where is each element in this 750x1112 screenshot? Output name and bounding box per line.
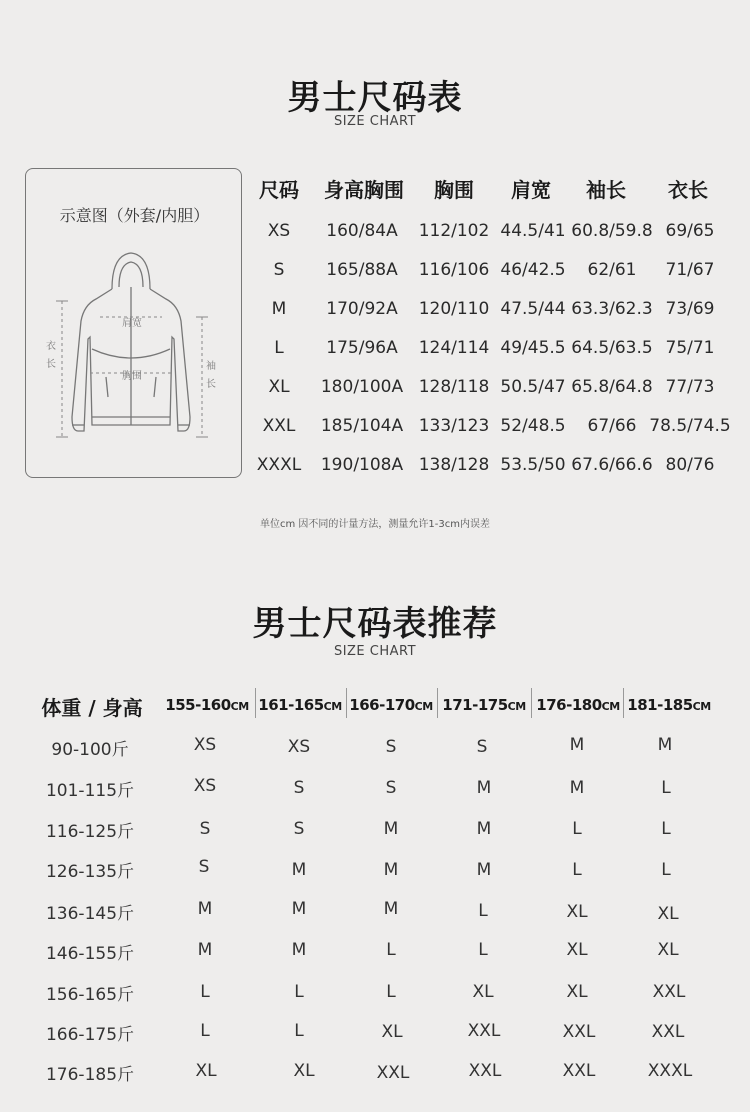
table-cell: 160/84A [326, 221, 398, 241]
length-label-2: 长 [46, 359, 56, 370]
height-header: 166-170CM [349, 696, 433, 714]
size-cell: XS [287, 737, 311, 757]
table-cell: XXXL [256, 455, 302, 475]
recommendation-title: 男士尺码表推荐 [252, 604, 498, 644]
size-cell: L [386, 940, 396, 960]
table-cell: 62/61 [587, 260, 637, 280]
size-cell: XL [195, 1061, 217, 1081]
weight-label: 90-100斤 [51, 740, 129, 760]
header-height-chest: 身高胸围 [324, 178, 404, 202]
sleeve-label-1: 袖 [206, 361, 216, 372]
weight-label: 101-115斤 [45, 781, 135, 801]
table-cell: 44.5/41 [500, 221, 566, 241]
weight-label: 156-165斤 [45, 985, 135, 1005]
size-cell: XL [381, 1022, 403, 1042]
size-cell: M [476, 778, 492, 798]
size-chart-subtitle: SIZE CHART [333, 114, 417, 129]
header-sleeve: 袖长 [586, 178, 626, 202]
size-cell: M [291, 940, 307, 960]
height-header: 161-165CM [258, 696, 342, 714]
jacket-outline-icon [26, 169, 243, 479]
size-cell: S [198, 857, 210, 877]
size-cell: M [291, 899, 307, 919]
size-cell: XXL [468, 1061, 502, 1081]
table-cell: 53.5/50 [500, 455, 566, 475]
table-cell: 80/76 [665, 455, 715, 475]
size-cell: L [661, 778, 671, 798]
table-cell: 75/71 [665, 338, 715, 358]
table-cell: 120/110 [418, 299, 490, 319]
weight-label: 126-135斤 [45, 862, 135, 882]
table-cell: 49/45.5 [500, 338, 566, 358]
weight-label: 116-125斤 [45, 822, 135, 842]
size-cell: L [478, 901, 488, 921]
column-divider [437, 688, 438, 718]
size-cell: XL [657, 940, 679, 960]
table-cell: 69/65 [665, 221, 715, 241]
size-cell: M [476, 819, 492, 839]
column-divider [623, 688, 624, 718]
table-cell: 175/96A [326, 338, 398, 358]
size-cell: XS [193, 735, 217, 755]
table-cell: 128/118 [418, 377, 490, 397]
size-cell: M [383, 860, 399, 880]
header-chest: 胸围 [434, 178, 474, 202]
size-cell: M [476, 860, 492, 880]
size-cell: XS [193, 776, 217, 796]
table-cell: 52/48.5 [500, 416, 566, 436]
table-cell: 60.8/59.8 [571, 221, 653, 241]
table-cell: 185/104A [320, 416, 404, 436]
table-cell: 133/123 [418, 416, 490, 436]
recommendation-subtitle: SIZE CHART [333, 644, 417, 659]
size-cell: XXL [651, 1022, 685, 1042]
size-cell: XXL [652, 982, 686, 1002]
size-cell: L [572, 860, 582, 880]
table-cell: 165/88A [326, 260, 398, 280]
size-cell: M [657, 735, 673, 755]
height-header: 181-185CM [627, 696, 711, 714]
table-cell: 116/106 [418, 260, 490, 280]
table-cell: L [274, 338, 284, 358]
header-length: 衣长 [668, 178, 708, 202]
size-cell: M [197, 899, 213, 919]
table-cell: 73/69 [665, 299, 715, 319]
size-cell: XXXL [647, 1061, 693, 1081]
size-cell: M [569, 778, 585, 798]
size-cell: XL [566, 940, 588, 960]
table-cell: S [273, 260, 285, 280]
weight-height-header: 体重 / 身高 [41, 696, 143, 720]
table-cell: 46/42.5 [500, 260, 566, 280]
table-cell: 64.5/63.5 [571, 338, 653, 358]
size-cell: L [478, 940, 488, 960]
size-cell: S [476, 737, 488, 757]
table-cell: 77/73 [665, 377, 715, 397]
table-cell: M [271, 299, 287, 319]
weight-label: 176-185斤 [45, 1065, 135, 1085]
jacket-diagram [25, 168, 242, 478]
size-cell: XL [472, 982, 494, 1002]
length-label-1: 衣 [46, 341, 56, 352]
height-header: 155-160CM [165, 696, 249, 714]
table-cell: 50.5/47 [500, 377, 566, 397]
height-header: 176-180CM [536, 696, 620, 714]
table-cell: 65.8/64.8 [571, 377, 653, 397]
size-cell: XL [293, 1061, 315, 1081]
sleeve-label-2: 长 [206, 379, 216, 390]
size-cell: M [197, 940, 213, 960]
table-cell: 138/128 [418, 455, 490, 475]
size-cell: M [383, 819, 399, 839]
size-cell: L [572, 819, 582, 839]
size-cell: M [291, 860, 307, 880]
table-cell: 170/92A [326, 299, 398, 319]
size-cell: L [200, 1021, 210, 1041]
column-divider [346, 688, 347, 718]
diagram-caption: 示意图（外套/内胆） [59, 206, 210, 225]
size-cell: XL [566, 902, 588, 922]
table-cell: 180/100A [320, 377, 404, 397]
table-cell: 124/114 [418, 338, 490, 358]
table-cell: 78.5/74.5 [649, 416, 731, 436]
size-cell: XXL [562, 1022, 596, 1042]
table-cell: 190/108A [320, 455, 404, 475]
size-cell: XXL [376, 1063, 410, 1083]
size-cell: XXL [562, 1061, 596, 1081]
weight-label: 146-155斤 [45, 944, 135, 964]
table-cell: XS [267, 221, 291, 241]
size-cell: L [661, 819, 671, 839]
size-cell: S [385, 778, 397, 798]
size-cell: XL [657, 904, 679, 924]
chest-label: 胸围 [122, 371, 142, 382]
size-cell: L [294, 1021, 304, 1041]
size-cell: M [383, 899, 399, 919]
size-cell: S [385, 737, 397, 757]
size-cell: L [661, 860, 671, 880]
table-cell: XL [268, 377, 290, 397]
measurement-note: 单位cm 因不同的计量方法，测量允许1-3cm内误差 [260, 519, 490, 530]
header-size: 尺码 [259, 178, 299, 202]
size-cell: L [386, 982, 396, 1002]
weight-label: 166-175斤 [45, 1025, 135, 1045]
height-header: 171-175CM [442, 696, 526, 714]
size-cell: S [293, 819, 305, 839]
table-cell: 112/102 [418, 221, 490, 241]
header-shoulder: 肩宽 [511, 178, 551, 202]
size-cell: S [199, 819, 211, 839]
size-cell: L [200, 982, 210, 1002]
weight-label: 136-145斤 [45, 904, 135, 924]
table-cell: 47.5/44 [500, 299, 566, 319]
shoulder-label: 肩宽 [122, 318, 142, 329]
size-cell: M [569, 735, 585, 755]
size-cell: XL [566, 982, 588, 1002]
table-cell: 71/67 [665, 260, 715, 280]
size-cell: S [293, 778, 305, 798]
size-cell: XXL [467, 1021, 501, 1041]
size-chart-title: 男士尺码表 [287, 78, 463, 118]
table-cell: XXL [262, 416, 296, 436]
table-cell: 63.3/62.3 [571, 299, 653, 319]
table-cell: 67/66 [587, 416, 637, 436]
column-divider [255, 688, 256, 718]
size-cell: L [294, 982, 304, 1002]
table-cell: 67.6/66.6 [571, 455, 653, 475]
column-divider [531, 688, 532, 718]
